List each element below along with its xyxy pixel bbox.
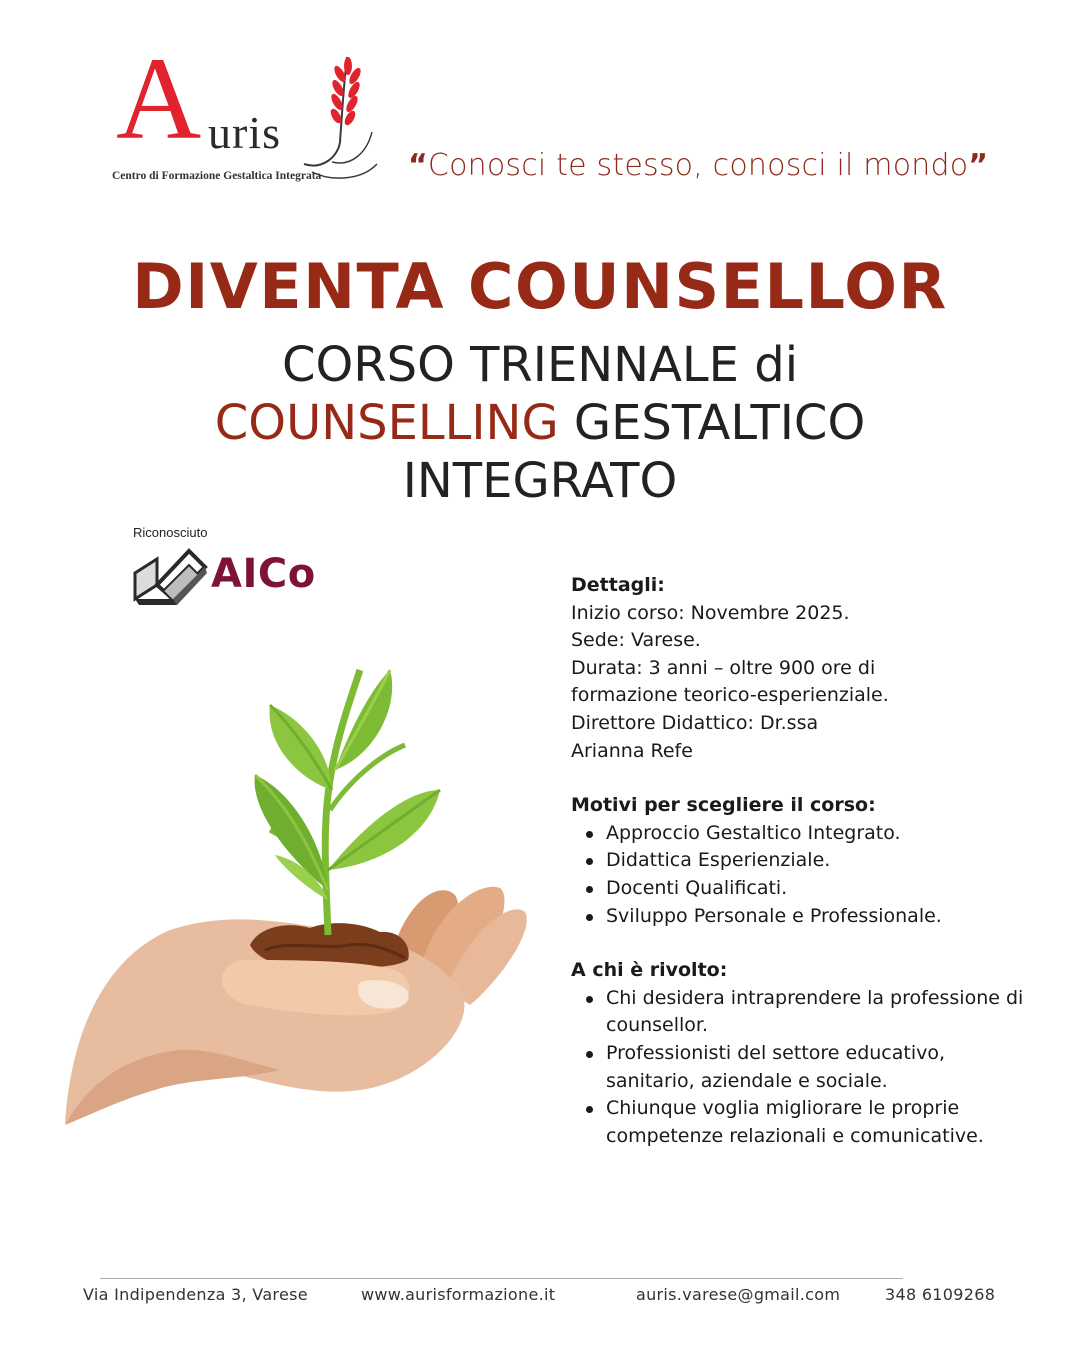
logo-wordmark: uris [208,107,281,158]
aico-geometric-logo-icon [133,545,209,607]
list-item: Professionisti del settore educativo, sanitario, aziendale e sociale. [571,1040,1031,1095]
subheadline-line1: CORSO TRIENNALE di [281,337,799,393]
motto-text: Conosci te stesso, conosci il mondo [427,148,969,183]
logo-tagline: Centro di Formazione Gestaltica Integrata [112,170,322,182]
reasons-section [571,792,1031,930]
footer-email-link[interactable]: auris.varese@gmail.com [636,1285,841,1304]
reasons-list [571,820,1031,930]
footer-divider [100,1278,903,1279]
motto-close-quote: ” [968,148,989,183]
subheadline-line2 [0,394,1080,452]
details-line: Sede: Varese. [571,629,701,652]
recognition-label: Riconosciuto [133,525,208,540]
list-item: Sviluppo Personale e Professionale. [571,903,1031,931]
subheadline-line3: INTEGRATO [402,453,678,509]
footer-phone[interactable]: 348 6109268 [885,1285,996,1304]
motto [408,148,988,183]
list-item: Approccio Gestaltico Integrato. [571,820,1031,848]
list-item: Chiunque voglia migliorare le proprie competenze relazionali e comunicative. [571,1095,1031,1150]
details-line: Direttore Didattico: Dr.ssa [571,711,819,734]
reasons-title: Motivi per scegliere il corso: [571,794,876,817]
footer-website-link[interactable]: www.aurisformazione.it [361,1285,556,1304]
list-item: Didattica Esperienziale. [571,847,1031,875]
logo-letter-a: A [116,33,202,164]
list-item: Chi desidera intraprendere la professione di counsellor. [571,985,1031,1040]
details-line: Inizio corso: Novembre 2025. [571,601,850,624]
aico-wordmark: AICo [211,551,316,597]
motto-open-quote: “ [408,148,428,183]
details-title: Dettagli: [571,574,665,596]
audience-title: A chi è rivolto: [571,959,728,982]
audience-section [571,957,1031,1150]
aico-logo [133,545,333,607]
details-line: formazione teorico-esperienziale. [571,684,889,707]
subheadline-accent: COUNSELLING [214,395,559,451]
list-item: Docenti Qualificati. [571,875,1031,903]
subheadline [0,336,1080,510]
audience-list [571,985,1031,1151]
subheadline-line2-rest: GESTALTICO [558,395,866,451]
wheat-ear-icon [292,52,382,182]
headline: DIVENTA COUNSELLOR [132,250,948,323]
course-details [571,572,1031,1177]
details-section [571,572,1031,765]
plant-in-hand-icon [60,660,540,1130]
footer-address: Via Indipendenza 3, Varese [83,1285,308,1304]
auris-logo [112,33,382,190]
details-line: Arianna Refe [571,739,693,762]
details-line: Durata: 3 anni – oltre 900 ore di [571,656,876,679]
